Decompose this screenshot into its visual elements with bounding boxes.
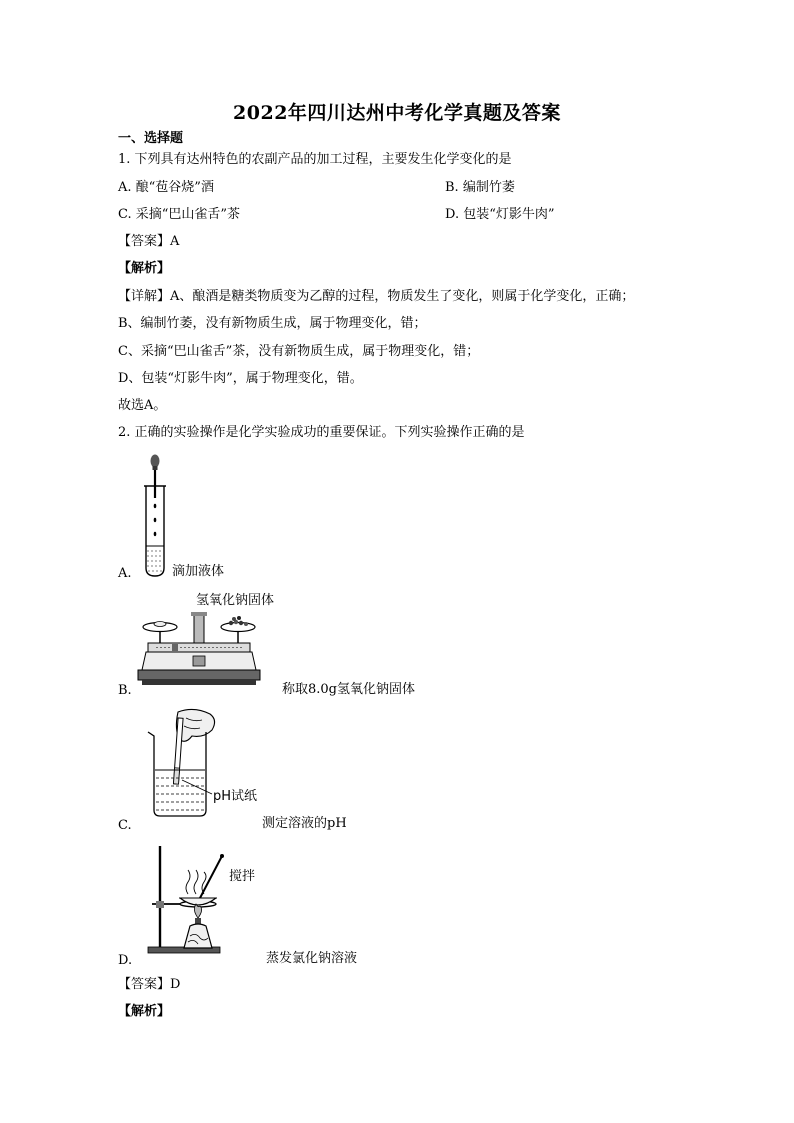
q2-option-b-letter: B. [118,683,132,698]
q2-answer: 【答案】D [118,977,181,992]
q2-option-a-letter: A. [118,566,132,581]
evaporation-figure [146,846,246,954]
q2-option-d-letter: D. [118,953,133,968]
q1-option-b: B. 编制竹萎 [445,180,515,195]
q1-detail-4: D、包装“灯影牛肉”，属于物理变化，错。 [118,371,363,386]
q2-option-a-caption: 滴加液体 [172,564,225,579]
q2-analysis-heading: 【解析】 [118,1004,171,1019]
balance-figure [138,612,260,688]
dropper-test-tube-figure [140,452,170,578]
q2-option-b-figure-label: 氢氧化钠固体 [196,593,275,608]
q2-stem: 2. 正确的实验操作是化学实验成功的重要保证。下列实验操作正确的是 [118,425,525,440]
q2-option-b-caption: 称取8.0g氢氧化钠固体 [282,682,415,697]
q1-analysis-heading: 【解析】 [118,261,171,276]
q1-detail-2: B、编制竹萎，没有新物质生成，属于物理变化，错； [118,316,427,331]
q2-option-d-figure-label: 搅拌 [229,869,256,884]
q2-option-c-figure-label: pH试纸 [213,789,258,804]
q1-stem: 1. 下列具有达州特色的农副产品的加工过程，主要发生化学变化的是 [118,152,512,167]
q2-option-c-letter: C. [118,818,132,833]
q1-detail-1: 【详解】A、酿酒是糖类物质变为乙醇的过程，物质发生了变化，则属于化学变化，正确； [118,289,635,304]
q1-option-d: D. 包装“灯影牛肉” [445,207,555,222]
q1-detail-3: C、采摘“巴山雀舌”茶，没有新物质生成，属于物理变化，错； [118,344,480,359]
q2-option-d-caption: 蒸发氯化钠溶液 [266,951,358,966]
section-heading: 一、选择题 [118,131,184,146]
q1-option-c: C. 采摘“巴山雀舌”茶 [118,207,241,222]
q1-answer: 【答案】A [118,234,180,249]
document-title: 2022年四川达州中考化学真题及答案 [233,102,561,124]
q1-option-a: A. 酿“苞谷烧”酒 [118,180,214,195]
q2-option-c-caption: 测定溶液的pH [262,816,347,831]
q1-conclusion: 故选A。 [118,398,167,413]
